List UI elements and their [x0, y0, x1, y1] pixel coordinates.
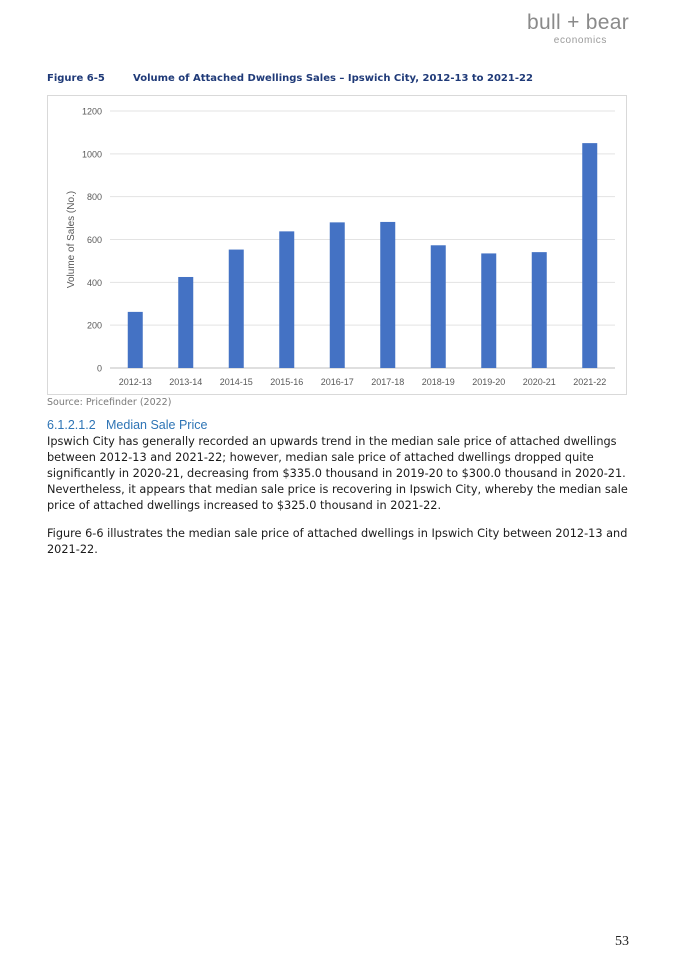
x-tick-label: 2015-16 — [270, 377, 304, 387]
figure-number: Figure 6-5 — [47, 73, 105, 84]
y-tick-label: 600 — [86, 235, 102, 245]
figure-source: Source: Pricefinder (2022) — [47, 397, 172, 408]
x-tick-label: 2018-19 — [421, 377, 455, 387]
x-tick-label: 2017-18 — [371, 377, 405, 387]
bar — [229, 250, 244, 368]
section-heading — [47, 418, 207, 432]
y-tick-label: 1000 — [81, 149, 102, 160]
x-tick-label: 2019-20 — [472, 377, 506, 387]
section-number: 6.1.2.1.2 — [47, 418, 96, 432]
body-paragraph-1: Ipswich City has generally recorded an upwards trend in the median sale price of attached dwellings between 2012-13 and 2021-22; however, median sale price of attached dwellings dropped quite significantly in 2020-21, decreasing from $335.0 thousand in 2019-20 to $300.0 thousand in 2020-21. Nevertheless, it appears that median sale price is recovering in Ipswich City, whereby the median sale price of attached dwellings increased to $325.0 thousand in 2021-22. — [47, 435, 628, 512]
section-title: Median Sale Price — [106, 418, 208, 432]
company-logo — [527, 12, 629, 46]
y-tick-label: 800 — [86, 192, 102, 203]
logo-wordmark: bull + bear — [527, 11, 629, 34]
x-tick-label: 2021-22 — [573, 377, 607, 387]
figure-title: Volume of Attached Dwellings Sales – Ipswich City, 2012-13 to 2021-22 — [133, 73, 533, 84]
y-tick-label: 400 — [86, 277, 102, 288]
bar — [330, 222, 345, 368]
page-number: 53 — [615, 934, 629, 949]
bar — [380, 222, 395, 368]
y-axis-title: Volume of Sales (No.) — [66, 190, 77, 289]
x-tick-label: 2020-21 — [522, 377, 556, 387]
body-paragraph-2: Figure 6-6 illustrates the median sale price of attached dwellings in Ipswich City between 2012-13 and 2021-22. — [47, 527, 628, 556]
logo-tagline: economics — [553, 35, 607, 46]
bar — [178, 277, 193, 368]
bar — [431, 245, 446, 368]
x-tick-label: 2014-15 — [219, 377, 253, 387]
bar — [279, 231, 294, 368]
y-tick-label: 1200 — [81, 106, 102, 117]
bar — [532, 252, 547, 368]
chart-container — [47, 95, 627, 395]
x-tick-label: 2013-14 — [169, 377, 203, 387]
bar — [128, 312, 143, 368]
y-tick-label: 0 — [96, 363, 102, 374]
bar — [582, 143, 597, 368]
bar — [481, 253, 496, 368]
figure-caption — [47, 73, 533, 84]
y-tick-label: 200 — [86, 320, 102, 331]
x-tick-label: 2016-17 — [320, 377, 354, 387]
bar-chart — [48, 96, 626, 394]
x-tick-label: 2012-13 — [118, 377, 152, 387]
